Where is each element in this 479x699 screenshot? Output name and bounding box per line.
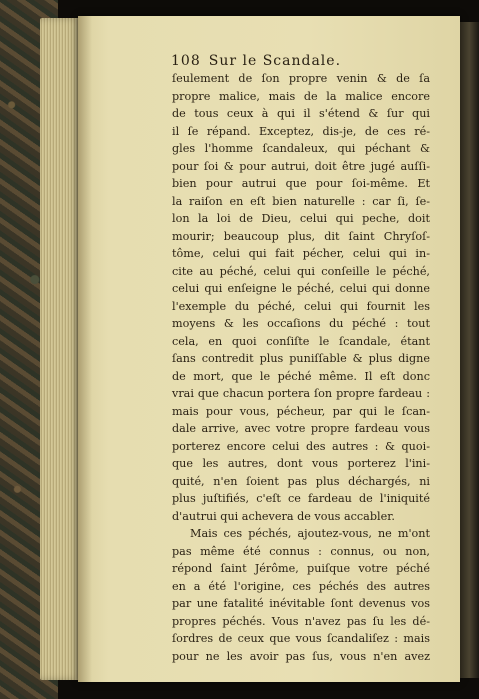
text-line: la raiſon en eſt bien naturelle : car ſi, ſe- bbox=[172, 194, 430, 208]
text-line: cela, en quoi conſiſte le ſcandale, étant bbox=[172, 334, 430, 348]
body-text bbox=[172, 70, 430, 665]
text-line: bien pour autrui que pour ſoi-même. Et bbox=[172, 177, 430, 190]
text-line: porterez encore celui des autres : & quoi- bbox=[172, 439, 430, 453]
text-line: plus juſtifiés, c'eſt ce fardeau de l'iniquité bbox=[172, 492, 430, 505]
text-line: propre malice, mais de la malice encore bbox=[172, 89, 430, 103]
text-line: ſeulement de ſon propre venin & de ſa bbox=[172, 72, 430, 85]
text-line: vrai que chacun portera ſon propre fardeau : bbox=[172, 387, 430, 400]
text-line: il ſe répand. Exceptez, dis-je, de ces ré- bbox=[172, 124, 430, 138]
text-line: lon la loi de Dieu, celui qui peche, doit bbox=[172, 212, 430, 225]
text-line: propres péchés. Vous n'avez pas ſu les dé- bbox=[172, 614, 430, 628]
text-line: moyens & les occaſions du péché : tout bbox=[172, 317, 430, 330]
text-line: mais pour vous, pécheur, par qui le ſcan- bbox=[172, 404, 430, 418]
text-line: pas même été connus : connus, ou non, bbox=[172, 544, 430, 558]
text-line: ſordres de ceux que vous ſcandaliſez : mais bbox=[172, 632, 430, 645]
text-line: Mais ces péchés, ajoutez-vous, ne m'ont bbox=[190, 527, 430, 540]
running-title: Sur le Scandale. bbox=[208, 53, 342, 69]
facing-page-edge bbox=[460, 22, 479, 678]
text-line: quité, n'en ſoient pas plus déchargés, ni bbox=[172, 474, 430, 488]
text-line: pour ne les avoir pas ſus, vous n'en avez bbox=[172, 649, 430, 663]
text-line: répond ſaint Jérôme, puiſque votre péché bbox=[172, 562, 430, 575]
page-content bbox=[172, 52, 430, 665]
text-line: dale arrive, avec votre propre fardeau vous bbox=[172, 422, 430, 435]
text-line: tôme, celui qui fait pécher, celui qui in- bbox=[172, 247, 430, 260]
text-line: en a été l'origine, ces péchés des autres bbox=[172, 579, 430, 593]
text-line: ſans contredit plus puniſſable & plus digne bbox=[172, 352, 430, 365]
text-line: gles l'homme ſcandaleux, qui péchant & bbox=[172, 142, 430, 155]
text-line: de tous ceux à qui il s'étend & ſur qui bbox=[172, 107, 430, 120]
text-line: pour ſoi & pour autrui, doit être jugé auſſi- bbox=[172, 159, 430, 173]
text-line: par une fatalité inévitable ſont devenus vos bbox=[172, 597, 430, 610]
page-number: 108 bbox=[171, 53, 201, 69]
running-header bbox=[171, 52, 430, 70]
text-line: cite au péché, celui qui conſeille le péché, bbox=[172, 264, 430, 278]
text-line: d'autrui qui achevera de vous accabler. bbox=[172, 509, 395, 523]
text-line: que les autres, dont vous porterez l'ini- bbox=[172, 457, 430, 470]
page-edges bbox=[40, 18, 82, 680]
text-line: de mort, que le péché même. Il eſt donc bbox=[172, 369, 430, 383]
spine-shadow bbox=[78, 16, 92, 682]
text-line: l'exemple du péché, celui qui fournit les bbox=[172, 299, 430, 313]
text-line: celui qui enſeigne le péché, celui qui donne bbox=[172, 282, 430, 295]
text-line: mourir; beaucoup plus, dit ſaint Chryſoſ- bbox=[172, 229, 430, 243]
